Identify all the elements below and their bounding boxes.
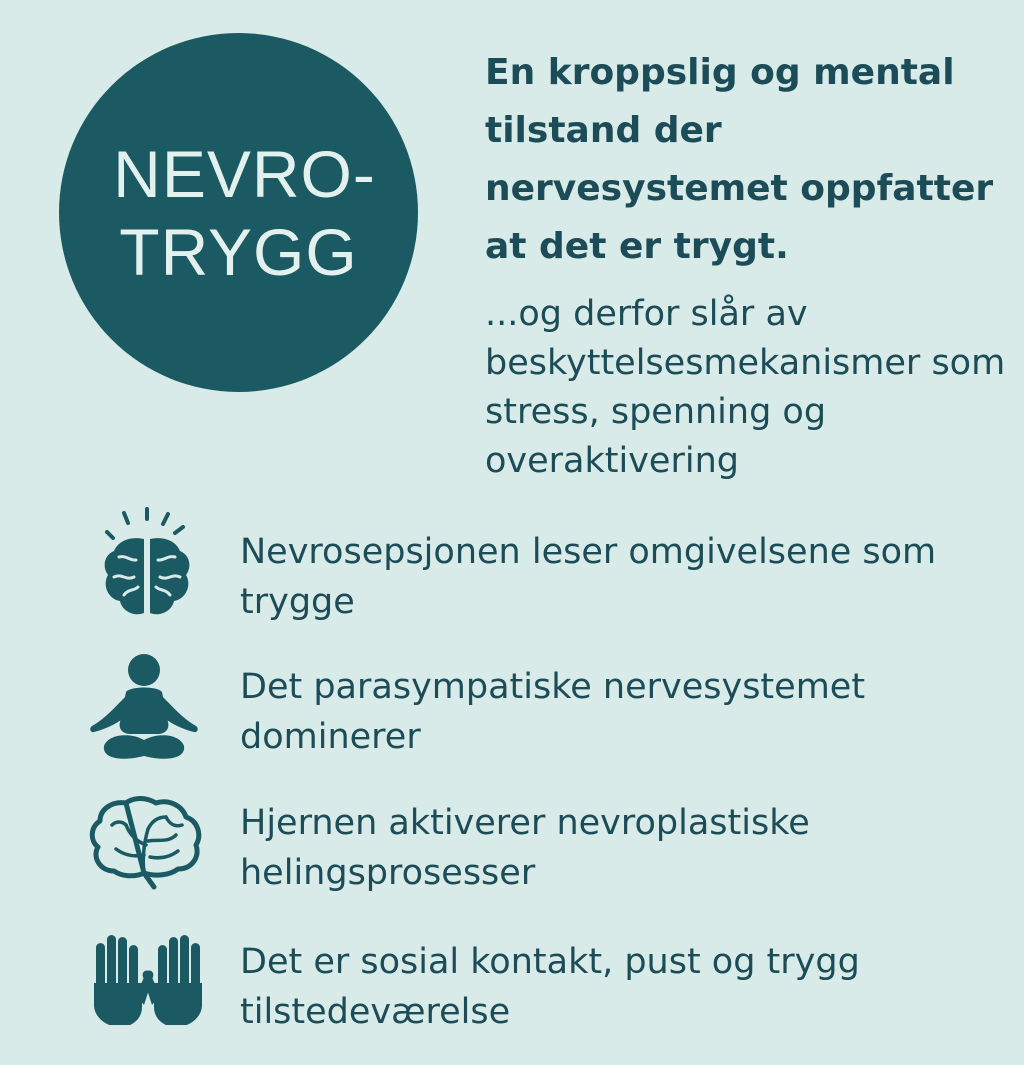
open-hands-icon xyxy=(86,935,210,1025)
badge-title-line-1: NEVRO- xyxy=(113,136,376,211)
feature-item-parasympatisk xyxy=(86,650,1016,780)
badge-title-line-2: TRYGG xyxy=(119,214,358,289)
feature-item-nevroplastisk xyxy=(86,795,1016,925)
title-badge xyxy=(59,33,418,392)
definition-subtext: ...og derfor slår av beskyttelsesmekanismer som stress, spenning og overaktivering xyxy=(485,294,1006,481)
feature-text: Hjernen aktiverer nevroplastiske helingsprosesser xyxy=(240,803,810,893)
feature-item-sosial-kontakt xyxy=(86,935,1016,1065)
glowing-brain-icon xyxy=(86,505,196,625)
feature-text: Nevrosepsjonen leser omgivelsene som trygge xyxy=(240,532,937,622)
feature-text: Det parasympatiske nervesystemet dominerer xyxy=(240,667,866,757)
feature-text: Det er sosial kontakt, pust og trygg tilstedeværelse xyxy=(240,942,860,1032)
meditation-icon xyxy=(86,650,206,770)
definition-headline: En kroppslig og mental tilstand der nervesystemet oppfatter at det er trygt. xyxy=(485,52,994,267)
brain-outline-icon xyxy=(86,795,206,895)
feature-item-nevrosepsjon xyxy=(86,505,1016,635)
